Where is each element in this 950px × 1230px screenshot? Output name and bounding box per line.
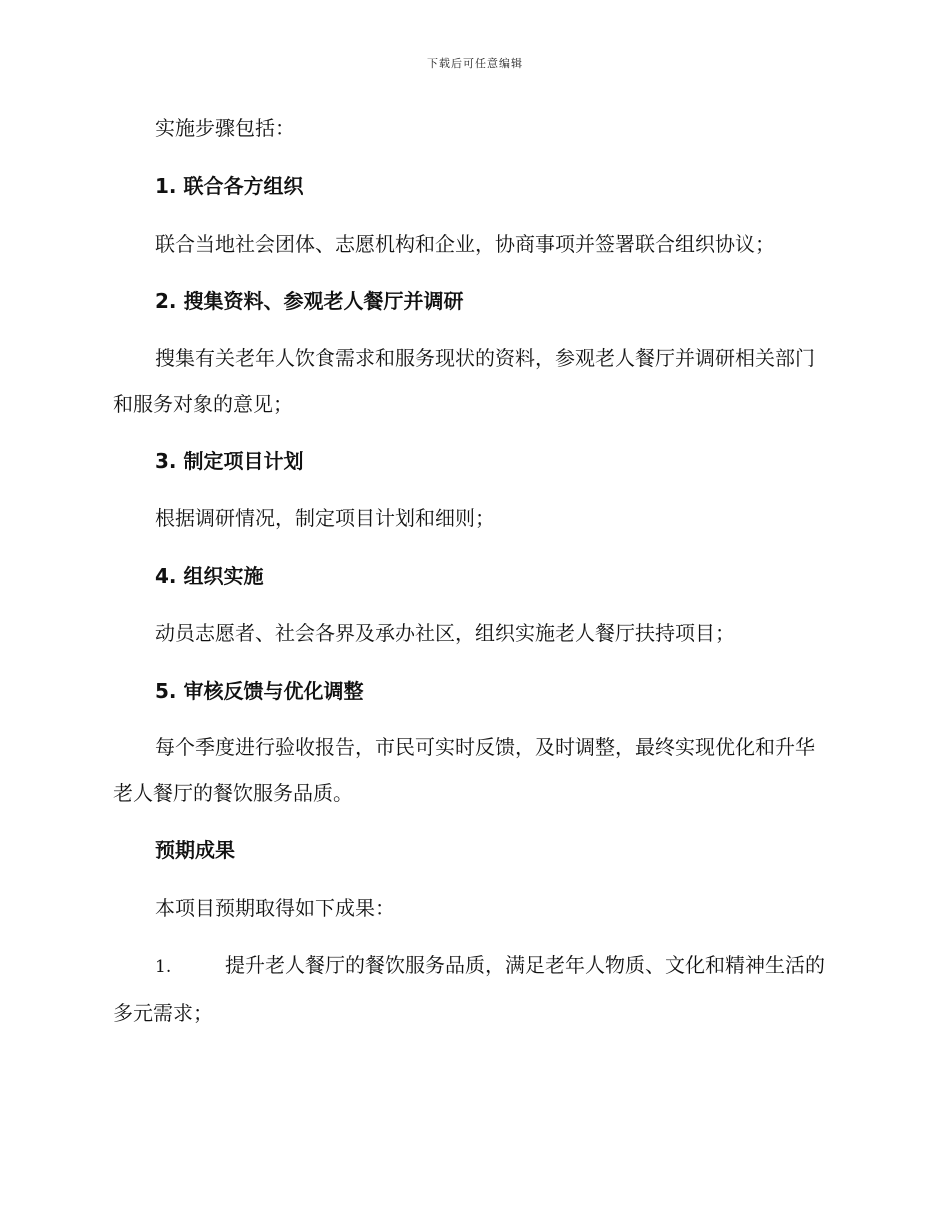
- intro-text: 实施步骤包括：: [155, 116, 295, 140]
- step-4-heading: 4. 组织实施: [155, 564, 264, 588]
- result-item-text: 提升老人餐厅的餐饮服务品质，满足老年人物质、文化和精神生活的多元需求；: [113, 953, 825, 1025]
- result-item-number: 1.: [155, 957, 172, 977]
- step-2-text: 搜集有关老年人饮食需求和服务现状的资料，参观老人餐厅并调研相关部门和服务对象的意见；: [113, 346, 815, 416]
- step-3-heading: 3. 制定项目计划: [155, 449, 304, 473]
- step-2-heading: 2. 搜集资料、参观老人餐厅并调研: [155, 289, 464, 313]
- step-1-heading: 1. 联合各方组织: [155, 174, 304, 198]
- step-4-text: 动员志愿者、社会各界及承办社区，组织实施老人餐厅扶持项目；: [155, 621, 735, 645]
- results-heading: 预期成果: [155, 838, 235, 862]
- step-5-text: 每个季度进行验收报告，市民可实时反馈，及时调整，最终实现优化和升华老人餐厅的餐饮服务品质。: [113, 735, 815, 805]
- results-intro: 本项目预期取得如下成果：: [155, 896, 395, 920]
- step-5-heading: 5. 审核反馈与优化调整: [155, 679, 364, 703]
- page-header: 下载后可任意编辑: [427, 57, 523, 70]
- result-item-1: [113, 942, 833, 1036]
- step-1-text: 联合当地社会团体、志愿机构和企业，协商事项并签署联合组织协议；: [155, 232, 775, 256]
- step-3-text: 根据调研情况，制定项目计划和细则；: [155, 506, 495, 530]
